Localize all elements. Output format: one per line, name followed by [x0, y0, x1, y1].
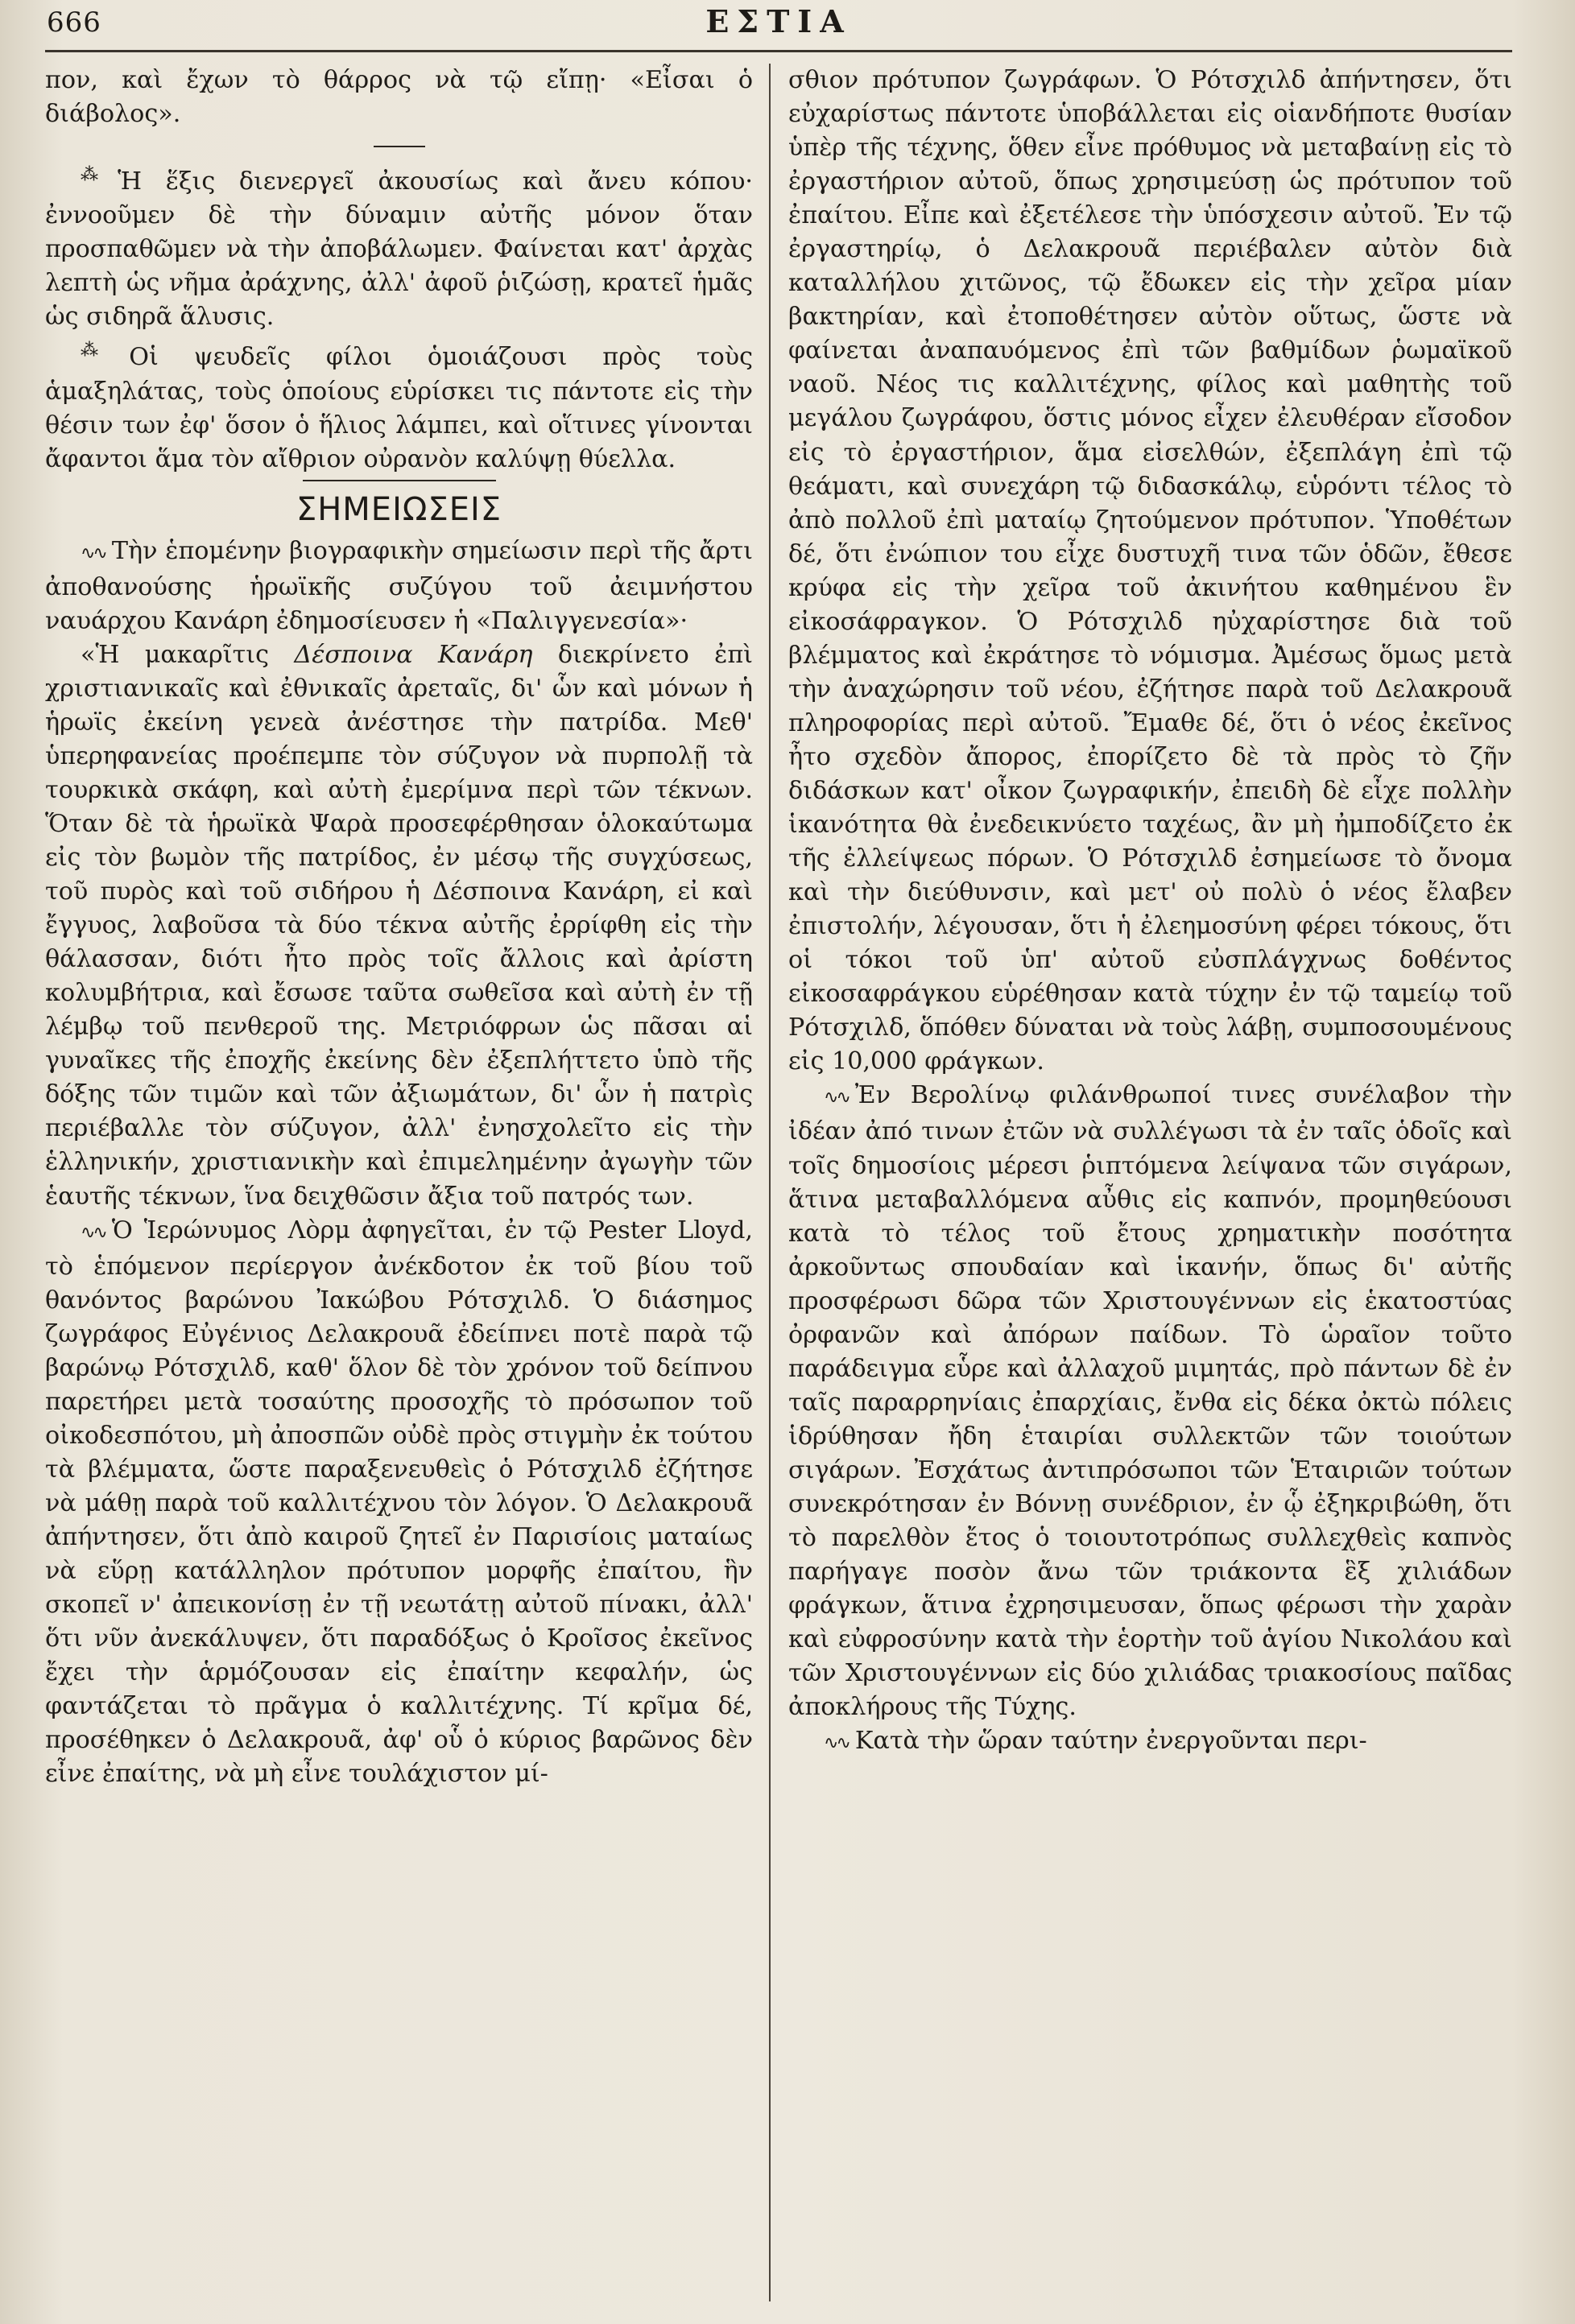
note-rothschild-text: Ὁ Ἱερώνυμος Λὸρμ ἀφηγεῖται, ἐν τῷ Pester Lloyd, τὸ ἑπόμενον περίεργον ἀνέκδοτον ἐκ τοῦ βίου τοῦ θανόντος βαρώνου Ἰακώβου Ρότσχιλδ. Ὁ διάσημος ζωγράφος Εὐγένιος Δελακρουᾶ ἐδείπνει ποτὲ παρὰ τῷ βαρώνῳ Ρότσχιλδ, καθ' ὅλον δὲ τὸν χρόνον τοῦ δείπνου παρετήρει μετὰ τοσαύτης προσοχῆς τὸ πρόσωπον τοῦ οἰκοδεσπότου, μὴ ἀποσπῶν οὐδὲ πρὸς στιγμὴν ἐκ τούτου τὰ βλέμματα, ὥστε παραξενευθεὶς ὁ Ρότσχιλδ ἐζήτησε νὰ μάθῃ παρὰ τοῦ καλλιτέχνου τὸν λόγον. Ὁ Δελακρουᾶ ἀπήντησεν, ὅτι ἀπὸ καιροῦ ζητεῖ ἐν Παρισίοις ματαίως νὰ εὕρῃ κατάλληλον πρότυπον μορφῆς ἐπαίτου, ἣν σκοπεῖ ν' ἀπεικονίσῃ ἐν τῇ νεωτάτῃ αὐτοῦ πίνακι, ἀλλ' ὅτι νῦν ἀνεκάλυψεν, ὅτι παραδόξως ὁ Κροῖσος ἐκεῖνος ἔχει τὴν ἁρμόζουσαν εἰς ἐπαίτην κεφαλήν, ὡς φαντάζεται τὸ πρᾶγμα ὁ καλλιτέχνης. Τί κρῖμα δέ, προσέθηκεν ὁ Δελακρουᾶ, ἀφ' οὗ ὁ κύριος βαρῶνος δὲν εἶνε ἐπαίτης, νὰ μὴ εἶνε τουλάχιστον μί-	[45, 1216, 754, 1789]
note-berlin-cigars	[788, 1079, 1512, 1724]
ornament-icon: ∿∿	[824, 1088, 849, 1108]
note-kanaris-intro	[45, 535, 753, 638]
ornament-icon: ∿∿	[824, 1733, 849, 1754]
right-column	[771, 64, 1512, 2310]
separator-dash	[374, 146, 425, 147]
left-column	[45, 64, 769, 2310]
ornament-icon: ∿∿	[81, 1222, 105, 1243]
note-rothschild-continued: σθιον πρότυπον ζωγράφων. Ὁ Ρότσχιλδ ἀπήντησεν, ὅτι εὐχαρίστως πάντοτε ὑποβάλλεται εἰς οἱανδήποτε θυσίαν ὑπὲρ τῆς τέχνης, ὅθεν εἶνε πρόθυμος νὰ μεταβαίνῃ εἰς τὸ ἐργαστήριον αὐτοῦ, ὅπως χρησιμεύσῃ ὡς πρότυπον τοῦ ἐπαίτου. Εἶπε καὶ ἐξετέλεσε τὴν ὑπόσχεσιν αὐτοῦ. Ἐν τῷ ἐργαστηρίῳ, ὁ Δελακρουᾶ περιέβαλεν αὐτὸν διὰ καταλλήλου χιτῶνος, τῷ ἔδωκεν εἰς τὴν χεῖρα μίαν βακτηρίαν, καὶ ἐτοποθέτησεν αὐτὸν οὕτως, ὥστε νὰ φαίνεται ἀναπαυόμενος ἐπὶ τῶν βαθμίδων ῥωμαϊκοῦ ναοῦ. Νέος τις καλλιτέχνης, φίλος καὶ μαθητὴς τοῦ μεγάλου ζωγράφου, ὅστις μόνος εἶχεν ἐλευθέραν εἴσοδον εἰς τὸ ἐργαστήριον, ἅμα εἰσελθών, ἐξεπλάγη ἐπὶ τῷ θεάματι, καὶ συνεχάρη τῷ διδασκάλῳ, εὑρόντι τέλος τὸ ἀπὸ πολλοῦ ἐπὶ ματαίῳ ζητούμενον πρότυπον. Ὑποθέτων δέ, ὅτι ἐνώπιον του εἶχε δυστυχῆ τινα τῶν ὁδῶν, ἔθεσε κρύφα εἰς τὴν χεῖρα τοῦ ἀκινήτου καθημένου ἓν εἰκοσάφραγκον. Ὁ Ρότσχιλδ ηὐχαρίστησε διὰ τοῦ βλέμματος καὶ ἐκράτησε τὸ νόμισμα. Ἀμέσως ὅμως μετὰ τὴν ἀναχώρησιν τοῦ νέου, ἐζήτησε παρὰ τοῦ Δελακρουᾶ πληροφορίας περὶ αὐτοῦ. Ἔμαθε δέ, ὅτι ὁ νέος ἐκεῖνος ἦτο σχεδὸν ἄπορος, ἐπορίζετο δὲ τὰ πρὸς τὸ ζῆν διδάσκων κατ' οἶκον ζωγραφικήν, ἐπειδὴ δὲ εἶχε πολλὴν ἱκανότητα θὰ ἐνεδεικνύετο ταχέως, ἂν μὴ ἠμποδίζετο ἐκ τῆς ἐλλείψεως πόρων. Ὁ Ρότσχιλδ ἐσημείωσε τὸ ὄνομα καὶ τὴν διεύθυνσιν, καὶ μετ' οὐ πολὺ ὁ νέος ἔλαβεν ἐπιστολήν, λέγουσαν, ὅτι ἡ ἐλεημοσύνη φέρει τόκους, ὅτι οἱ τόκοι τοῦ ὑπ' αὐτοῦ εὐσπλάγχνως δοθέντος εἰκοσαφράγκου εὑρέθησαν κατὰ τύχην ἐν τῷ ταμείῳ τοῦ Ρότσχιλδ, ὅπόθεν δύναται νὰ τοὺς λάβῃ, συμποσουμένους εἰς 10,000 φράγκων.	[788, 66, 1512, 1076]
page-number: 666	[47, 6, 101, 39]
section-rule	[303, 480, 496, 481]
asterism-icon: ⁂	[81, 165, 114, 186]
page-header	[45, 0, 1512, 52]
section-title: ΣΗΜΕΙΩΣΕΙΣ	[296, 490, 502, 528]
note-berlin-cigars-text: Ἐν Βερολίνῳ φιλάνθρωποί τινες συνέλαβον τὴν ἰδέαν ἀπό τινων ἐτῶν νὰ συλλέγωσι τὰ ἐν ταῖς ὁδοῖς καὶ τοῖς δημοσίοις μέρεσι ῥιπτόμενα λείψανα τῶν σιγάρων, ἅτινα μεταβαλλόμενα αὖθις εἰς καπνόν, προμηθεύουσι κατὰ τὸ τέλος τοῦ ἔτους χρηματικὴν ποσότητα ἀρκοῦντως σπουδαίαν καὶ ἱκανήν, ὅπως δι' αὐτῆς προσφέρωσι δῶρα τῶν Χριστουγέννων εἰς ἑκατοστύας ὀρφανῶν καὶ ἀπόρων παίδων. Τὸ ὡραῖον τοῦτο παράδειγμα εὗρε καὶ ἀλλαχοῦ μιμητάς, πρὸ πάντων δὲ ἐν ταῖς παραρρηνίαις ἐπαρχίαις, ἔνθα εἰς δέκα ὀκτὼ πόλεις ἱδρύθησαν ἤδη ἑταιρίαι συλλεκτῶν τῶν τοιούτων σιγάρων. Ἐσχάτως ἀντιπρόσωποι τῶν Ἑταιριῶν τούτων συνεκρότησαν ἐν Βόννῃ συνέδριον, ἐν ᾧ ἐξηκριβώθη, ὅτι τὸ παρελθὸν ἔτος ὁ τοιουτοτρόπως συλλεχθεὶς καπνὸς παρήγαγε ποσὸν ἄνω τῶν τριάκοντα ἓξ χιλιάδων φράγκων, ἅτινα ἐχρησιμευσαν, ὅπως φέρωσι τὴν χαρὰν καὶ εὐφροσύνην κατὰ τὴν ἑορτὴν τοῦ ἁγίου Νικολάου καὶ τῶν Χριστουγέννων εἰς δύο χιλιάδας τριακοσίους παῖδας ἀποκλήρους τῆς Τύχης.	[788, 1081, 1512, 1722]
quote-body: διεκρίνετο ἐπὶ χριστιανικαῖς καὶ ἐθνικαῖς ἀρεταῖς, δι' ὧν καὶ μόνων ἡ ἡρωϊς ἐκείνη γενεὰ ἀνέστησε τὴν πατρίδα. Μεθ' ὑπερηφανείας προέπεμπε τὸν σύζυγον νὰ πυρπολῇ τὰ τουρκικὰ σκάφη, καὶ αὐτὴ ἐμερίμνα περὶ τῶν τέκνων. Ὅταν δὲ τὰ ἡρωϊκὰ Ψαρὰ προσεφέρθησαν ὁλοκαύτωμα εἰς τὸν βωμὸν τῆς πατρίδος, ἐν μέσῳ τῆς συγχύσεως, τοῦ πυρὸς καὶ τοῦ σιδήρου ἡ Δέσποινα Κανάρη, εἰ καὶ ἔγγυος, λαβοῦσα τὰ δύο τέκνα αὐτῆς ἐρρίφθη εἰς τὴν θάλασσαν, διότι ἦτο πρὸς τοῖς ἄλλοις καὶ ἀρίστη κολυμβήτρια, καὶ ἔσωσε ταῦτα σωθεῖσα καὶ αὐτὴ ἐν τῇ λέμβῳ τοῦ πενθεροῦ της. Μετριόφρων ὡς πᾶσαι αἱ γυναῖκες τῆς ἐποχῆς ἐκείνης δὲν ἐξεπλήττετο ὑπὸ τῆς δόξης τῶν τιμῶν καὶ τῶν ἀξιωμάτων, δι' ὧν ἡ πατρὶς περιέβαλλε τὸν σύζυγον, ἀλλ' ἐνησχολεῖτο εἰς τὴν ἑλληνικήν, χριστιανικὴν καὶ ἐπιμελημένην ἀγωγὴν τῶν ἑαυτῆς τέκνων, ἵνα δειχθῶσιν ἄξια τοῦ πατρός των.	[45, 640, 754, 1211]
aphorism-habit	[45, 159, 753, 334]
aphorism-habit-text: Ἡ ἕξις διενεργεῖ ἀκουσίως καὶ ἄνευ κόπου· ἐννοοῦμεν δὲ τὴν δύναμιν αὐτῆς μόνον ὅταν προσπαθῶμεν νὰ τὴν ἀποβάλωμεν. Φαίνεται κατ' ἀρχὰς λεπτὴ ὡς νῆμα ἀράχνης, ἀλλ' ἀφοῦ ῥιζώσῃ, κρατεῖ ἡμᾶς ὡς σιδηρᾶ ἅλυσις.	[45, 167, 754, 332]
note-kanaris-quote	[45, 638, 753, 1214]
quote-name: Δέσποινα Κανάρη	[294, 640, 533, 669]
ornament-icon: ∿∿	[81, 543, 105, 563]
paragraph-continuation: πον, καὶ ἔχων τὸ θάρρος νὰ τῷ εἴπῃ· «Εἶσαι ὁ διάβολος».	[45, 66, 754, 129]
note-rothschild	[45, 1214, 753, 1792]
aphorism-false-friends	[45, 334, 753, 476]
note-final-text: Κατὰ τὴν ὥραν ταύτην ἐνεργοῦνται περι-	[854, 1727, 1367, 1756]
asterism-icon: ⁂	[81, 341, 125, 361]
aphorism-false-friends-text: Οἱ ψευδεῖς φίλοι ὁμοιάζουσι πρὸς τοὺς ἁμαξηλάτας, τοὺς ὁποίους εὑρίσκει τις πάντοτε εἰς τὴν θέσιν των ἐφ' ὅσον ὁ ἥλιος λάμπει, καὶ οἵτινες γίνονται ἄφαντοι ἅμα τὸν αἴθριον οὐρανὸν καλύψῃ θύελλα.	[45, 343, 754, 473]
text-columns	[45, 64, 1512, 2310]
running-head: ΕΣΤΙΑ	[705, 3, 852, 39]
note-kanaris-intro-text: Τὴν ἑπομένην βιογραφικὴν σημείωσιν περὶ τῆς ἄρτι ἀποθανούσης ἡρωϊκῆς συζύγου τοῦ ἀειμνήστου ναυάρχου Κανάρη ἐδημοσίευσεν ἡ «Παλιγγενεσία»·	[45, 536, 754, 635]
quote-lead: «Ἡ μακαρῖτις	[81, 640, 295, 669]
note-final	[788, 1724, 1512, 1761]
